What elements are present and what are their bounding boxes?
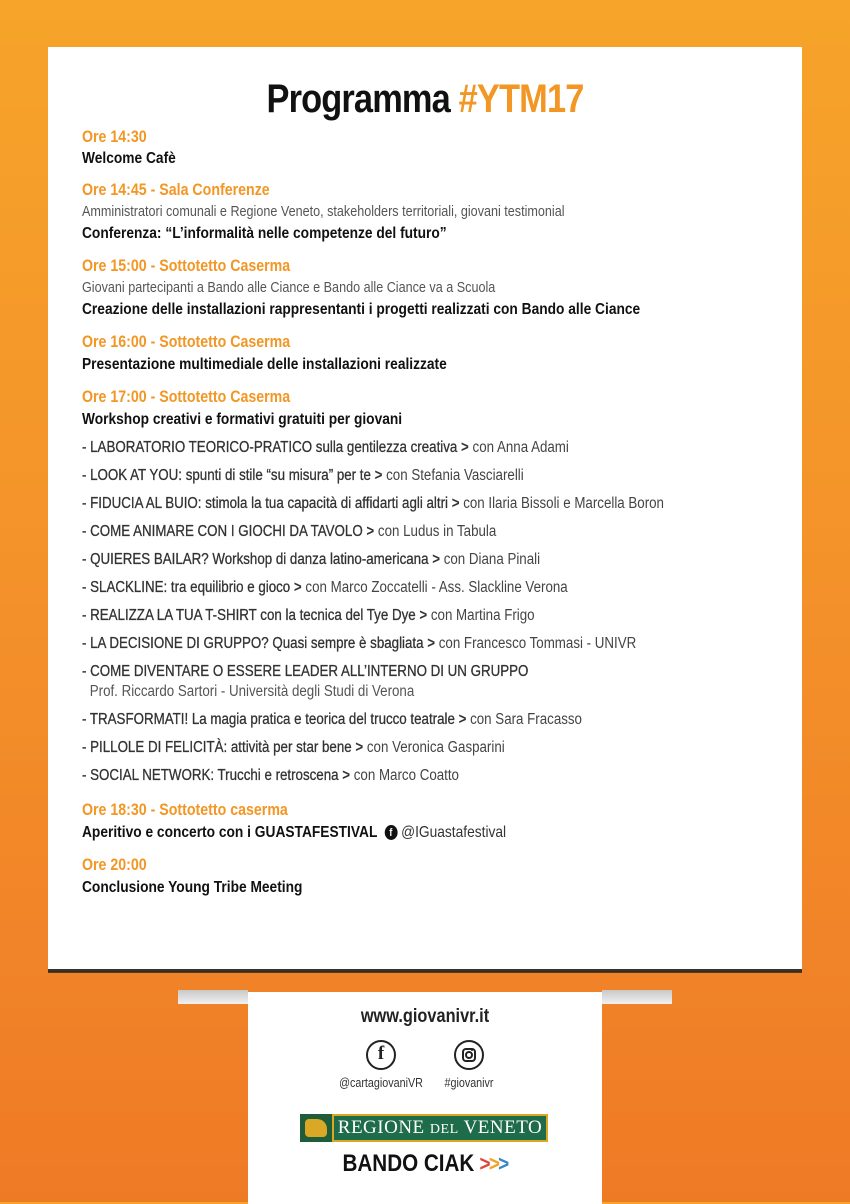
footer-ribbon	[248, 992, 602, 1204]
bando-ciak-logo: BANDO CIAK >>>	[342, 1150, 508, 1177]
workshop-item: - COME ANIMARE CON I GIOCHI DA TAVOLO > con Ludus in Tabula	[82, 523, 497, 540]
workshop-item: - LABORATORIO TEORICO-PRATICO sulla gentilezza creativa > con Anna Adami	[82, 439, 569, 456]
workshop-item: - QUIERES BAILAR? Workshop di danza latino-americana > con Diana Pinali	[82, 551, 541, 568]
facebook-icon: f	[366, 1040, 396, 1070]
schedule-item	[82, 855, 782, 900]
time-header: Ore 14:30	[82, 128, 147, 146]
facebook-link[interactable]: f @cartagiovaniVR	[326, 1040, 436, 1090]
schedule-item	[82, 800, 782, 845]
program-card	[48, 47, 802, 971]
schedule-item	[82, 332, 782, 377]
hashtag: #YTM17	[458, 77, 584, 121]
event-title: Creazione delle installazioni rappresentanti i progetti realizzati con Bando alle Ciance	[82, 301, 641, 318]
time-header: Ore 16:00 - Sottotetto Caserma	[82, 333, 291, 351]
workshop-list	[82, 434, 782, 790]
ribbon-fold	[602, 990, 672, 1004]
instagram-link[interactable]: #giovanivr	[414, 1040, 524, 1090]
event-title: Conclusione Young Tribe Meeting	[82, 879, 303, 896]
time-header: Ore 15:00 - Sottotetto Caserma	[82, 257, 291, 275]
ribbon-fold	[178, 990, 248, 1004]
workshop-item: - SOCIAL NETWORK: Trucchi e retroscena > con Marco Coatto	[82, 767, 459, 784]
event-title: Welcome Cafè	[82, 150, 176, 167]
workshop-item: - FIDUCIA AL BUIO: stimola la tua capacità di affidarti agli altri > con Ilaria Bissoli e Marcella Boron	[82, 495, 664, 512]
workshop-item: - LOOK AT YOU: spunti di stile “su misura” per te > con Stefania Vasciarelli	[82, 467, 524, 484]
event-title: Conferenza: “L’informalità nelle competenze del futuro”	[82, 225, 447, 242]
workshop-item: - PILLOLE DI FELICITÀ: attività per star bene > con Veronica Gasparini	[82, 739, 505, 756]
time-header: Ore 17:00 - Sottotetto Caserma	[82, 388, 291, 406]
regione-veneto-logo: REGIONE DEL VENETO	[300, 1114, 548, 1142]
event-title: Aperitivo e concerto con i GUASTAFESTIVAL f @IGuastafestival	[82, 824, 507, 841]
workshop-item: - REALIZZA LA TUA T-SHIRT con la tecnica del Tye Dye > con Martina Frigo	[82, 607, 535, 624]
schedule-item	[82, 180, 782, 246]
time-header: Ore 18:30 - Sottotetto caserma	[82, 801, 288, 819]
website-link[interactable]: www.giovanivr.it	[360, 1006, 490, 1027]
lion-of-st-mark-icon	[300, 1114, 332, 1142]
instagram-icon	[454, 1040, 484, 1070]
workshop-item: - SLACKLINE: tra equilibrio e gioco > con Marco Zoccatelli - Ass. Slackline Verona	[82, 579, 568, 596]
event-title: Presentazione multimediale delle installazioni realizzate	[82, 356, 447, 373]
facebook-icon: f	[384, 825, 397, 840]
time-header: Ore 14:45 - Sala Conferenze	[82, 181, 270, 199]
page-title: Programma #YTM17	[266, 77, 584, 121]
time-header: Ore 20:00	[82, 856, 147, 874]
schedule-item	[82, 256, 782, 322]
workshop-item: - TRASFORMATI! La magia pratica e teorica del trucco teatrale > con Sara Fracasso	[82, 711, 582, 728]
workshop-item: - COME DIVENTARE O ESSERE LEADER ALL’INTERNO DI UN GRUPPO Prof. Riccardo Sartori - Università degli Studi di Verona	[82, 663, 529, 700]
schedule-item	[82, 387, 782, 790]
facebook-handle[interactable]: @IGuastafestival	[401, 824, 507, 841]
participants: Amministratori comunali e Regione Veneto, stakeholders territoriali, giovani testimonial	[82, 203, 565, 220]
chevrons-icon: >>>	[479, 1151, 508, 1176]
event-title: Workshop creativi e formativi gratuiti per giovani	[82, 411, 403, 428]
schedule-item	[82, 127, 782, 170]
workshop-item: - LA DECISIONE DI GRUPPO? Quasi sempre è sbagliata > con Francesco Tommasi - UNIVR	[82, 635, 637, 652]
schedule	[82, 127, 782, 900]
participants: Giovani partecipanti a Bando alle Ciance e Bando alle Ciance va a Scuola	[82, 279, 496, 296]
